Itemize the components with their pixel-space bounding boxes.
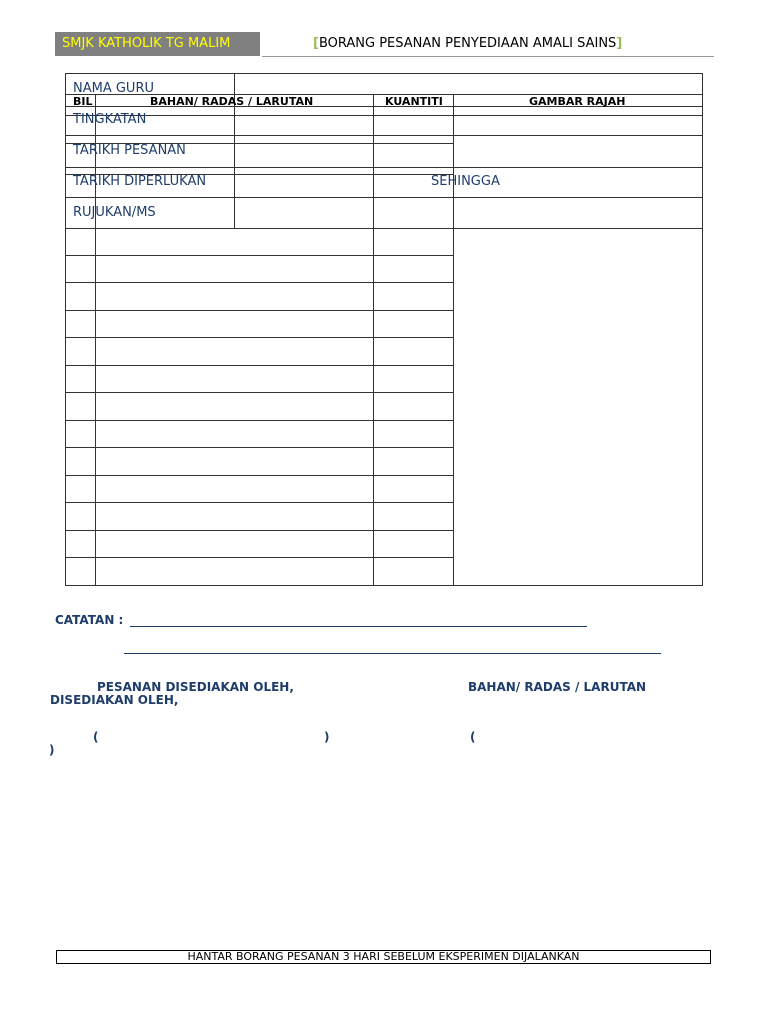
col-header-bahan: BAHAN/ RADAS / LARUTAN: [150, 95, 314, 108]
signature-paren-close-1: ): [324, 730, 330, 744]
signature-paren-open-2: (: [470, 730, 476, 744]
catatan-line-2: [124, 653, 661, 654]
title-bracket-close: ]: [616, 36, 623, 51]
label-catatan: CATATAN :: [55, 613, 124, 627]
signature-paren-open-1: (: [93, 730, 99, 744]
label-sehingga: SEHINGGA: [431, 174, 500, 189]
label-tarikh-pesanan: TARIKH PESANAN: [73, 143, 186, 158]
col-header-gambar-rajah: GAMBAR RAJAH: [529, 95, 626, 108]
footer-notice: HANTAR BORANG PESANAN 3 HARI SEBELUM EKSPERIMEN DIJALANKAN: [56, 950, 711, 964]
label-rujukan: RUJUKAN/MS: [73, 205, 156, 220]
catatan-line-1: [130, 626, 587, 627]
title-bracket-open: [: [313, 36, 319, 51]
signature-paren-close-2: ): [49, 743, 55, 757]
label-tingkatan: TINGKATAN: [73, 112, 147, 127]
label-materials-prepared-line2: DISEDIAKAN OLEH,: [50, 693, 179, 707]
label-prepared-by: PESANAN DISEDIAKAN OLEH,: [97, 680, 294, 694]
label-materials-prepared: BAHAN/ RADAS / LARUTAN: [468, 680, 647, 694]
label-nama-guru: NAMA GURU: [73, 81, 154, 96]
col-header-kuantiti: KUANTITI: [385, 95, 443, 108]
col-header-bil: BIL: [73, 95, 93, 108]
form-title-text: BORANG PESANAN PENYEDIAAN AMALI SAINS: [318, 36, 617, 51]
school-name-banner: SMJK KATHOLIK TG MALIM: [55, 32, 260, 56]
label-tarikh-diperlukan: TARIKH DIPERLUKAN: [73, 174, 207, 189]
